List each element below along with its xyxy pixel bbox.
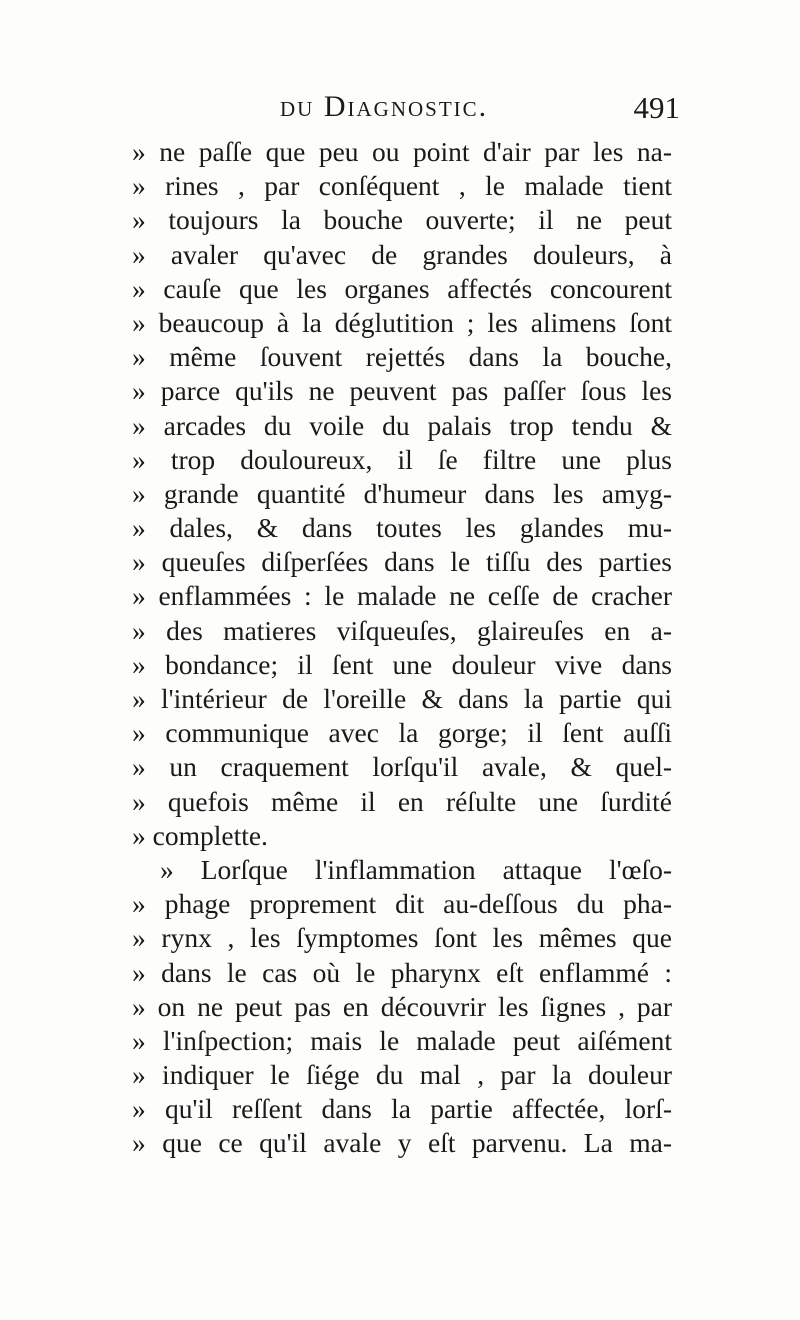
page-number: 491 [633,90,680,125]
text-line: » trop douloureux, il ſe filtre une plus [132,443,672,475]
text-line: » on ne peut pas en découvrir les ſignes , par [132,990,672,1022]
text-line: » l'intérieur de l'oreille & dans la partie qui [132,683,672,714]
text-line: » beaucoup à la déglutition ; les alimens ſont [132,306,672,338]
text-line: » bondance; il ſent une douleur vive dans [132,648,672,680]
text-line: » quefois même il en réſulte une ſurdité [132,785,672,817]
text-line: » que ce qu'il avale y eſt parvenu. La ma- [132,1127,672,1159]
text-line: » dales, & dans toutes les glandes mu- [132,512,672,544]
text-line: » indiquer le ſiége du mal , par la douleur [132,1059,672,1091]
text-line: » toujours la bouche ouverte; il ne peut [132,204,672,236]
text-line: » un craquement lorſqu'il avale, & quel- [132,751,672,783]
text-line: » même ſouvent rejettés dans la bouche, [132,341,672,373]
text-line: » des matieres viſqueuſes, glaireuſes en a- [132,614,672,646]
text-line: » cauſe que les organes affectés concourent [132,272,672,304]
running-title: du Diagnostic. [280,90,489,123]
text-line: » grande quantité d'humeur dans les amyg- [132,477,672,509]
text-line: » Lorſque l'inflammation attaque l'œſo- [160,853,672,885]
page-header [240,90,680,130]
text-line: » phage proprement dit au-deſſous du pha- [132,888,672,920]
text-line: » rynx , les ſymptomes ſont les mêmes que [132,922,672,954]
text-line: » dans le cas où le pharynx eſt enflammé : [132,956,672,988]
text-line: » enflammées : le malade ne ceſſe de cracher [132,580,672,612]
text-line: » avaler qu'avec de grandes douleurs, à [132,238,672,270]
text-line: » parce qu'ils ne peuvent pas paſſer ſous les [132,375,672,407]
text-line: » qu'il reſſent dans la partie affectée, lorſ- [132,1093,672,1125]
text-line: » ne paſſe que peu ou point d'air par les na- [132,136,672,167]
text-line: » rines , par conſéquent , le malade tient [132,170,672,202]
body-text [132,135,672,1161]
text-line: » queuſes diſperſées dans le tiſſu des parties [132,546,672,578]
text-line: » l'inſpection; mais le malade peut aiſément [132,1024,672,1056]
text-line: » communique avec la gorge; il ſent auſſi [132,717,672,749]
text-line: » complette. [132,819,268,851]
text-line: » arcades du voile du palais trop tendu & [132,409,672,441]
